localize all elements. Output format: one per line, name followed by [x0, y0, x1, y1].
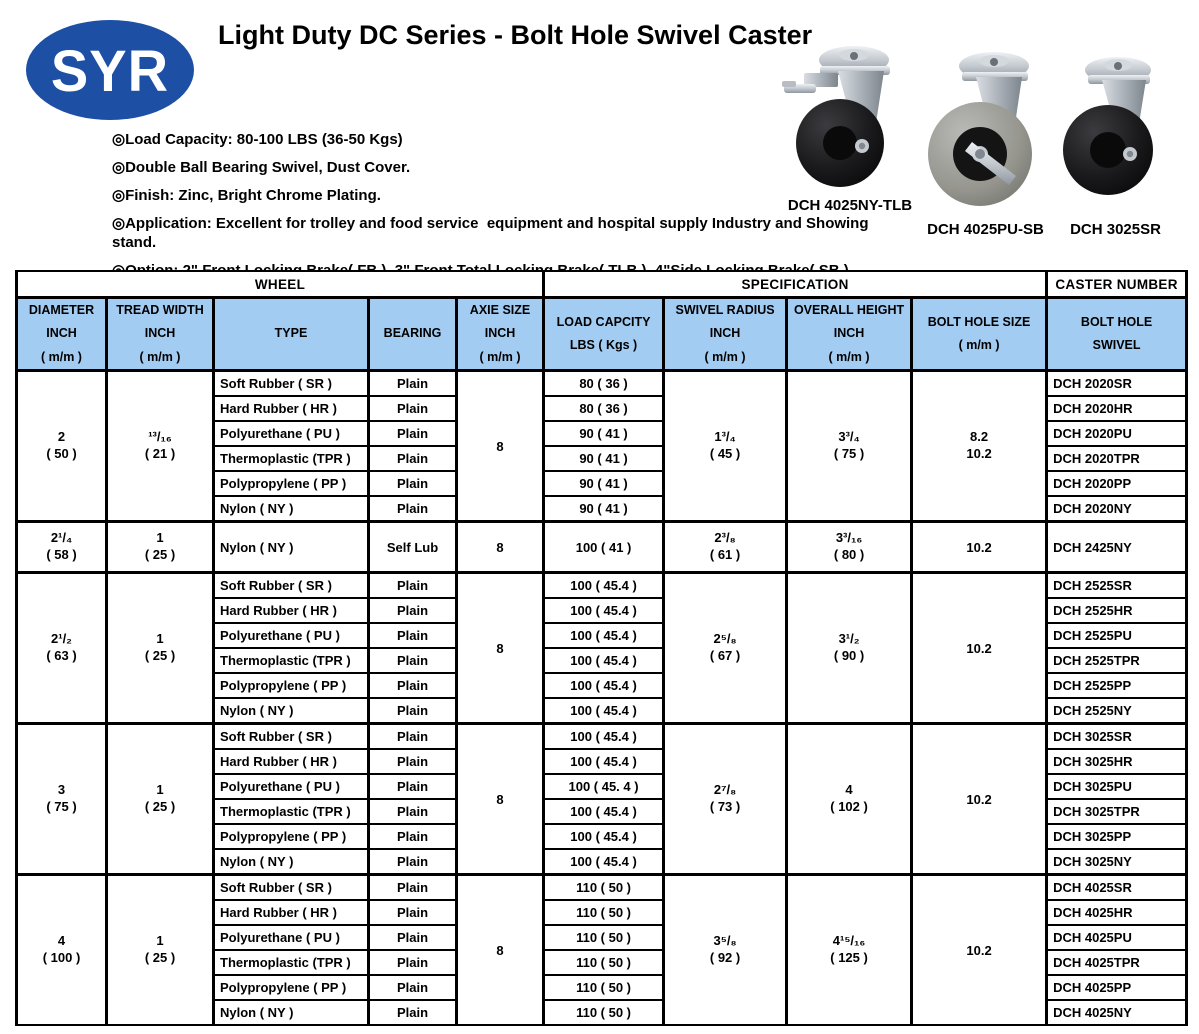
cell-load: 90 ( 41 ) — [544, 496, 664, 522]
cell-caster-number: DCH 2020SR — [1047, 371, 1187, 397]
cell-caster-number: DCH 2020HR — [1047, 396, 1187, 421]
cell-caster-number: DCH 3025SR — [1047, 724, 1187, 750]
col-header-bolt-hole-swivel: BOLT HOLE SWIVEL — [1047, 298, 1187, 371]
col-header-diameter: DIAMETER INCH ( m/m ) — [17, 298, 107, 371]
bullet-application: ◎Application: Excellent for trolley and food service equipment and hospital supply Industry and Showing stand. — [112, 215, 873, 251]
cell-tread-width: 1 ( 25 ) — [107, 724, 214, 875]
cell-bearing: Plain — [369, 471, 457, 496]
cell-bolt-hole-size: 8.2 10.2 — [912, 371, 1047, 522]
cell-tread-width: 1 ( 25 ) — [107, 522, 214, 573]
cell-bearing: Plain — [369, 446, 457, 471]
product-label-dch-3025sr: DCH 3025SR — [1070, 221, 1161, 238]
cell-load: 100 ( 45.4 ) — [544, 724, 664, 750]
cell-bolt-hole-size: 10.2 — [912, 573, 1047, 724]
cell-caster-number: DCH 4025TPR — [1047, 950, 1187, 975]
caster-photo-tlb — [782, 40, 914, 198]
cell-load: 100 ( 45.4 ) — [544, 698, 664, 724]
cell-bearing: Plain — [369, 849, 457, 875]
cell-overall-height: 3³/₁₆ ( 80 ) — [787, 522, 912, 573]
cell-axle-size: 8 — [457, 522, 544, 573]
cell-bearing: Plain — [369, 573, 457, 599]
cell-load: 100 ( 41 ) — [544, 522, 664, 573]
caster-photo-sr — [1052, 50, 1182, 206]
cell-overall-height: 3³/₄ ( 75 ) — [787, 371, 912, 522]
cell-tread-width: 1 ( 25 ) — [107, 875, 214, 1026]
col-header-overall-height: OVERALL HEIGHT INCH ( m/m ) — [787, 298, 912, 371]
cell-load: 80 ( 36 ) — [544, 396, 664, 421]
cell-bearing: Plain — [369, 648, 457, 673]
cell-load: 100 ( 45.4 ) — [544, 623, 664, 648]
cell-type: Soft Rubber ( SR ) — [214, 573, 369, 599]
cell-caster-number: DCH 3025HR — [1047, 749, 1187, 774]
bullet-finish: ◎Finish: Zinc, Bright Chrome Plating. — [112, 187, 381, 204]
cell-caster-number: DCH 4025PP — [1047, 975, 1187, 1000]
cell-caster-number: DCH 4025NY — [1047, 1000, 1187, 1025]
bullet-bearing: ◎Double Ball Bearing Swivel, Dust Cover. — [112, 159, 411, 176]
cell-bearing: Plain — [369, 950, 457, 975]
col-header-tread-width: TREAD WIDTH INCH ( m/m ) — [107, 298, 214, 371]
cell-bolt-hole-size: 10.2 — [912, 875, 1047, 1026]
group-header-specification: SPECIFICATION — [544, 271, 1047, 298]
table-row — [17, 875, 1187, 901]
cell-bearing: Plain — [369, 496, 457, 522]
table-row — [17, 522, 1187, 573]
col-header-axle-size: AXIE SIZE INCH ( m/m ) — [457, 298, 544, 371]
cell-caster-number: DCH 2525HR — [1047, 598, 1187, 623]
cell-bolt-hole-size: 10.2 — [912, 724, 1047, 875]
cell-bearing: Plain — [369, 673, 457, 698]
cell-load: 80 ( 36 ) — [544, 371, 664, 397]
cell-axle-size: 8 — [457, 371, 544, 522]
cell-type: Thermoplastic (TPR ) — [214, 648, 369, 673]
cell-diameter: 3 ( 75 ) — [17, 724, 107, 875]
cell-type: Hard Rubber ( HR ) — [214, 598, 369, 623]
cell-overall-height: 3¹/₂ ( 90 ) — [787, 573, 912, 724]
product-label-dch-4025ny-tlb: DCH 4025NY-TLB — [787, 197, 913, 214]
cell-load: 110 ( 50 ) — [544, 925, 664, 950]
cell-type: Nylon ( NY ) — [214, 698, 369, 724]
spec-table — [15, 270, 1188, 1026]
cell-bearing: Plain — [369, 774, 457, 799]
cell-caster-number: DCH 2020NY — [1047, 496, 1187, 522]
group-header-wheel: WHEEL — [17, 271, 544, 298]
cell-load: 110 ( 50 ) — [544, 900, 664, 925]
cell-overall-height: 4 ( 102 ) — [787, 724, 912, 875]
cell-load: 110 ( 50 ) — [544, 1000, 664, 1025]
cell-load: 100 ( 45. 4 ) — [544, 774, 664, 799]
cell-load: 100 ( 45.4 ) — [544, 749, 664, 774]
cell-bearing: Plain — [369, 421, 457, 446]
cell-type: Nylon ( NY ) — [214, 496, 369, 522]
syr-logo-text: SYR — [50, 36, 170, 104]
cell-type: Soft Rubber ( SR ) — [214, 724, 369, 750]
cell-caster-number: DCH 2020TPR — [1047, 446, 1187, 471]
table-row — [17, 573, 1187, 599]
table-group-header-row — [17, 271, 1187, 298]
col-header-type: TYPE — [214, 298, 369, 371]
cell-type: Polypropylene ( PP ) — [214, 975, 369, 1000]
cell-bearing: Plain — [369, 900, 457, 925]
cell-caster-number: DCH 2525TPR — [1047, 648, 1187, 673]
syr-logo — [26, 20, 194, 120]
cell-bearing: Self Lub — [369, 522, 457, 573]
cell-type: Hard Rubber ( HR ) — [214, 749, 369, 774]
cell-caster-number: DCH 2525NY — [1047, 698, 1187, 724]
cell-type: Polyurethane ( PU ) — [214, 421, 369, 446]
cell-caster-number: DCH 4025PU — [1047, 925, 1187, 950]
cell-caster-number: DCH 4025SR — [1047, 875, 1187, 901]
cell-bearing: Plain — [369, 396, 457, 421]
cell-load: 90 ( 41 ) — [544, 446, 664, 471]
cell-load: 90 ( 41 ) — [544, 421, 664, 446]
cell-bearing: Plain — [369, 824, 457, 849]
cell-load: 110 ( 50 ) — [544, 975, 664, 1000]
cell-caster-number: DCH 3025TPR — [1047, 799, 1187, 824]
cell-type: Soft Rubber ( SR ) — [214, 371, 369, 397]
cell-load: 100 ( 45.4 ) — [544, 849, 664, 875]
cell-diameter: 2 ( 50 ) — [17, 371, 107, 522]
cell-caster-number: DCH 3025NY — [1047, 849, 1187, 875]
cell-swivel-radius: 2⁵/₈ ( 67 ) — [664, 573, 787, 724]
cell-caster-number: DCH 2425NY — [1047, 522, 1187, 573]
cell-bearing: Plain — [369, 925, 457, 950]
cell-tread-width: 1 ( 25 ) — [107, 573, 214, 724]
cell-axle-size: 8 — [457, 875, 544, 1026]
cell-type: Polypropylene ( PP ) — [214, 824, 369, 849]
cell-caster-number: DCH 3025PU — [1047, 774, 1187, 799]
cell-caster-number: DCH 2020PU — [1047, 421, 1187, 446]
cell-bearing: Plain — [369, 875, 457, 901]
col-header-bolt-hole-size: BOLT HOLE SIZE ( m/m ) — [912, 298, 1047, 371]
cell-load: 110 ( 50 ) — [544, 875, 664, 901]
cell-load: 100 ( 45.4 ) — [544, 673, 664, 698]
group-header-caster-number: CASTER NUMBER — [1047, 271, 1187, 298]
cell-bearing: Plain — [369, 698, 457, 724]
cell-swivel-radius: 3⁵/₈ ( 92 ) — [664, 875, 787, 1026]
cell-bearing: Plain — [369, 623, 457, 648]
product-label-dch-4025pu-sb: DCH 4025PU-SB — [927, 221, 1044, 238]
cell-overall-height: 4¹⁵/₁₆ ( 125 ) — [787, 875, 912, 1026]
table-row — [17, 371, 1187, 397]
cell-type: Nylon ( NY ) — [214, 522, 369, 573]
cell-swivel-radius: 1³/₄ ( 45 ) — [664, 371, 787, 522]
cell-axle-size: 8 — [457, 724, 544, 875]
cell-caster-number: DCH 4025HR — [1047, 900, 1187, 925]
cell-bearing: Plain — [369, 799, 457, 824]
cell-load: 90 ( 41 ) — [544, 471, 664, 496]
cell-caster-number: DCH 3025PP — [1047, 824, 1187, 849]
cell-diameter: 4 ( 100 ) — [17, 875, 107, 1026]
cell-bearing: Plain — [369, 975, 457, 1000]
cell-type: Hard Rubber ( HR ) — [214, 396, 369, 421]
cell-caster-number: DCH 2525PU — [1047, 623, 1187, 648]
cell-type: Soft Rubber ( SR ) — [214, 875, 369, 901]
cell-bolt-hole-size: 10.2 — [912, 522, 1047, 573]
cell-load: 100 ( 45.4 ) — [544, 598, 664, 623]
cell-bearing: Plain — [369, 749, 457, 774]
cell-load: 110 ( 50 ) — [544, 950, 664, 975]
cell-type: Polypropylene ( PP ) — [214, 471, 369, 496]
cell-bearing: Plain — [369, 598, 457, 623]
cell-load: 100 ( 45.4 ) — [544, 824, 664, 849]
cell-type: Thermoplastic (TPR ) — [214, 799, 369, 824]
cell-diameter: 2¹/₄ ( 58 ) — [17, 522, 107, 573]
cell-caster-number: DCH 2525SR — [1047, 573, 1187, 599]
cell-load: 100 ( 45.4 ) — [544, 573, 664, 599]
cell-bearing: Plain — [369, 371, 457, 397]
table-row — [17, 724, 1187, 750]
table-column-header-row — [17, 298, 1187, 371]
cell-type: Polyurethane ( PU ) — [214, 774, 369, 799]
cell-swivel-radius: 2³/₈ ( 61 ) — [664, 522, 787, 573]
cell-type: Polyurethane ( PU ) — [214, 623, 369, 648]
cell-caster-number: DCH 2525PP — [1047, 673, 1187, 698]
cell-type: Thermoplastic (TPR ) — [214, 950, 369, 975]
cell-load: 100 ( 45.4 ) — [544, 648, 664, 673]
col-header-bearing: BEARING — [369, 298, 457, 371]
cell-tread-width: ¹³/₁₆ ( 21 ) — [107, 371, 214, 522]
cell-type: Nylon ( NY ) — [214, 1000, 369, 1025]
cell-type: Hard Rubber ( HR ) — [214, 900, 369, 925]
cell-load: 100 ( 45.4 ) — [544, 799, 664, 824]
cell-caster-number: DCH 2020PP — [1047, 471, 1187, 496]
cell-bearing: Plain — [369, 1000, 457, 1025]
cell-swivel-radius: 2⁷/₈ ( 73 ) — [664, 724, 787, 875]
cell-type: Polypropylene ( PP ) — [214, 673, 369, 698]
cell-diameter: 2¹/₂ ( 63 ) — [17, 573, 107, 724]
bullet-load-capacity: ◎Load Capacity: 80-100 LBS (36-50 Kgs) — [112, 131, 403, 148]
col-header-load-capacity: LOAD CAPCITY LBS ( Kgs ) — [544, 298, 664, 371]
caster-photo-sb — [918, 46, 1058, 214]
cell-type: Nylon ( NY ) — [214, 849, 369, 875]
cell-bearing: Plain — [369, 724, 457, 750]
cell-type: Polyurethane ( PU ) — [214, 925, 369, 950]
col-header-swivel-radius: SWIVEL RADIUS INCH ( m/m ) — [664, 298, 787, 371]
cell-type: Thermoplastic (TPR ) — [214, 446, 369, 471]
page-title: Light Duty DC Series - Bolt Hole Swivel Caster — [218, 20, 813, 50]
cell-axle-size: 8 — [457, 573, 544, 724]
